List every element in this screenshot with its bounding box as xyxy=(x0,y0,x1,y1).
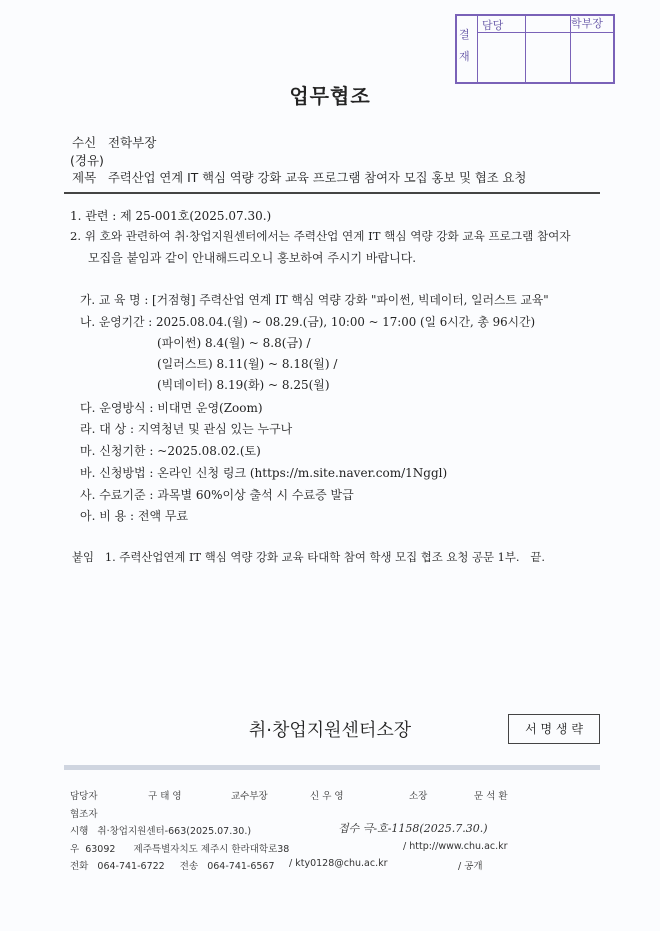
item-course-name: 가. 교 육 명 : [거점형] 주력산업 연계 IT 핵심 역량 강화 "파이썬, 빅데이터, 일러스트 교육" xyxy=(80,293,549,307)
item-apply: 바. 신청방법 : 온라인 신청 링크 (https://m.site.naver.com/1Nggl) xyxy=(80,466,448,480)
approver-name: 신 우 영 xyxy=(310,791,344,802)
item-period-bigdata: (빅데이터) 8.19(화) ~ 8.25(월) xyxy=(157,378,330,392)
phone-fax: 전화 064-741-6722 전송 064-741-6567 xyxy=(70,861,275,872)
staff-name: 구 태 영 xyxy=(148,791,182,802)
item-period-illust: (일러스트) 8.11(월) ~ 8.18(월) / xyxy=(157,357,338,371)
cooperator-label: 협조자 xyxy=(70,809,98,820)
head-title: 소장 xyxy=(409,791,428,802)
related-doc: 1. 관련 : 제 25-001호(2025.07.30.) xyxy=(70,209,272,223)
stamp-vertical-label: 결재 xyxy=(459,28,470,63)
recipient-label: 수신 xyxy=(72,135,97,150)
item-completion: 사. 수료기준 : 과목별 60%이상 출석 시 수료증 발급 xyxy=(80,488,354,502)
email: / kty0128@chu.ac.kr xyxy=(289,858,388,869)
stamp-col-staff: 담당 xyxy=(482,19,504,32)
item-target: 라. 대 상 : 지역청년 및 관심 있는 누구나 xyxy=(80,422,293,436)
document-title: 업무협조 xyxy=(289,84,371,108)
body-paragraph-line1: 2. 위 호와 관련하여 취·창업지원센터에서는 주력산업 연계 IT 핵심 역량 강화 교육 프로그램 참여자 xyxy=(70,229,571,243)
sender-title: 취·창업지원센터소장 xyxy=(248,720,412,741)
receipt-number: 접수 극-호-1158(2025.7.30.) xyxy=(338,822,488,835)
recipient: 전학부장 xyxy=(108,135,157,150)
item-method: 다. 운영방식 : 비대면 운영(Zoom) xyxy=(80,401,263,415)
staff-label: 담당자 xyxy=(70,791,98,802)
subject-label: 제목 xyxy=(72,170,97,185)
document-number: 시행 취·창업지원센터-663(2025.07.30.) xyxy=(70,826,252,837)
stamp-col-head: 학부장 xyxy=(571,17,603,30)
footer-divider xyxy=(64,765,600,770)
homepage: / http://www.chu.ac.kr xyxy=(403,841,508,852)
disclosure: / 공개 xyxy=(458,861,483,872)
approver-title: 교수부장 xyxy=(231,791,268,802)
subject: 주력산업 연계 IT 핵심 역량 강화 교육 프로그램 참여자 모집 홍보 및 협조 요청 xyxy=(108,171,527,185)
item-cost: 아. 비 용 : 전액 무료 xyxy=(80,509,189,523)
item-period-python: (파이썬) 8.4(월) ~ 8.8(금) / xyxy=(157,336,311,350)
postal-address: 우 63092 제주특별자치도 제주시 한라대학로38 xyxy=(70,844,290,855)
body-paragraph-line2: 모집을 붙임과 같이 안내해드리오니 홍보하여 주시기 바랍니다. xyxy=(88,251,417,265)
item-period: 나. 운영기간 : 2025.08.04.(월) ~ 08.29.(금), 10:00 ~ 17:00 (일 6시간, 총 96시간) xyxy=(80,315,536,329)
via-label: (경유) xyxy=(70,153,104,168)
item-deadline: 마. 신청기한 : ~2025.08.02.(토) xyxy=(80,444,261,458)
signature-omitted-box: 서 명 생 략 xyxy=(508,714,600,744)
attachment: 붙임 1. 주력산업연계 IT 핵심 역량 강화 교육 타대학 참여 학생 모집 협조 요청 공문 1부. 끝. xyxy=(72,550,545,564)
header-divider xyxy=(64,192,600,194)
head-name: 문 석 환 xyxy=(474,791,508,802)
